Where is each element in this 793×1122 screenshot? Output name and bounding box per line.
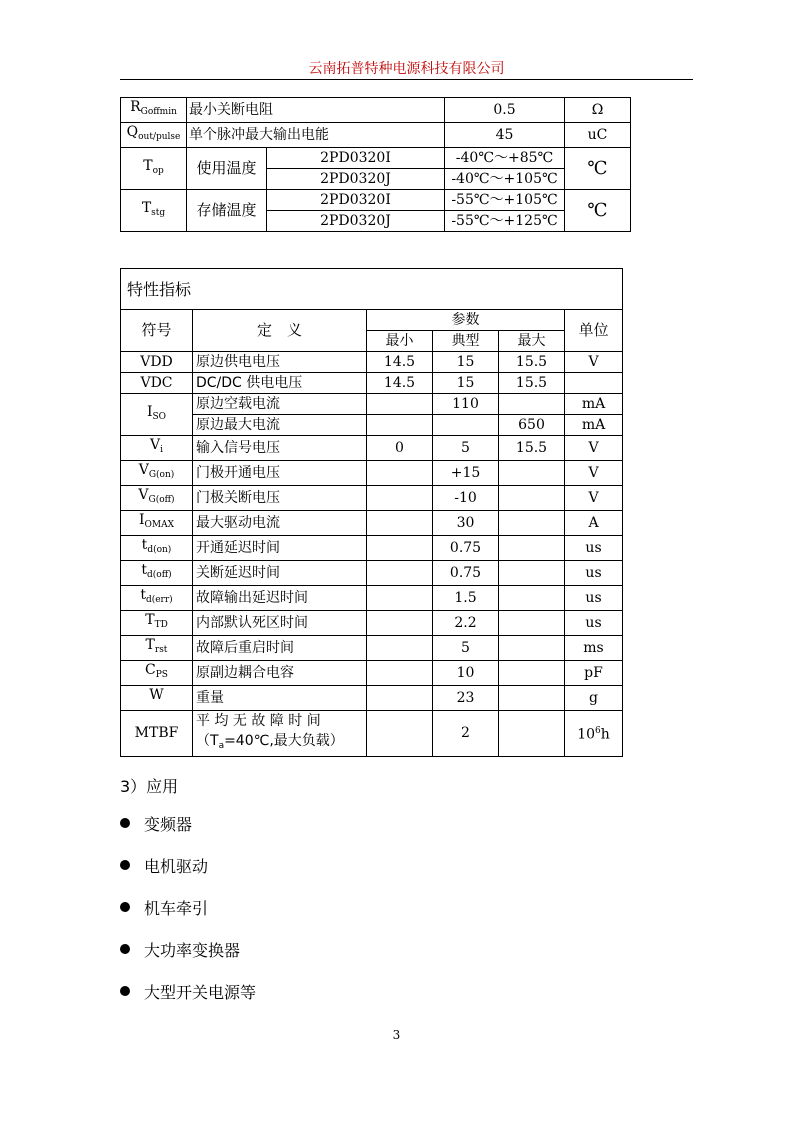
unit-cell: us — [565, 586, 623, 611]
min-cell — [367, 561, 433, 586]
min-cell — [367, 711, 433, 757]
max-cell — [499, 511, 565, 536]
unit-cell: V — [565, 352, 623, 373]
range-cell: -55℃～+125℃ — [445, 211, 565, 232]
table-row — [121, 394, 623, 415]
typ-cell: 2 — [433, 711, 499, 757]
list-item: 机车牵引 — [120, 898, 256, 940]
characteristics-table — [120, 268, 623, 757]
unit-cell: pF — [565, 661, 623, 686]
unit-cell: mA — [565, 415, 623, 436]
typ-cell: 5 — [433, 436, 499, 461]
applications-list — [120, 814, 256, 1024]
max-cell — [499, 586, 565, 611]
list-item: 变频器 — [120, 814, 256, 856]
header-symbol: 符号 — [121, 310, 193, 352]
symbol-cell: $T_{TD}$ — [121, 611, 193, 636]
value-cell: 0.5 — [445, 98, 565, 123]
symbol-cell: $C_{PS}$ — [121, 661, 193, 686]
table-row — [121, 561, 623, 586]
table-row — [121, 148, 631, 169]
header-typ: 典型 — [433, 331, 499, 352]
description-cell: 单个脉冲最大输出电能 — [187, 123, 445, 148]
symbol-cell: $R_{Goffmin}$ — [121, 98, 187, 123]
symbol-cell: $I_{OMAX}$ — [121, 511, 193, 536]
description-cell: 原边空载电流 — [193, 394, 367, 415]
unit-cell: Ω — [565, 98, 631, 123]
typ-cell: -10 — [433, 486, 499, 511]
max-cell — [499, 711, 565, 757]
mtbf-desc-line2: （$T_a=40℃$,最大负载） — [196, 733, 344, 751]
symbol-cell: $t_{d(err)}$ — [121, 586, 193, 611]
min-cell — [367, 461, 433, 486]
table-row — [121, 636, 623, 661]
unit-cell: uC — [565, 123, 631, 148]
bullet-icon — [120, 860, 130, 870]
symbol-cell: W — [121, 686, 193, 711]
symbol-cell: MTBF — [121, 711, 193, 757]
unit-cell — [565, 373, 623, 394]
max-cell — [499, 536, 565, 561]
description-cell: 故障后重启时间 — [193, 636, 367, 661]
description-cell: 重量 — [193, 686, 367, 711]
typ-cell: 23 — [433, 686, 499, 711]
mtbf-desc-line1: 平 均 无 故 障 时 间 — [196, 713, 321, 729]
max-cell: 650 — [499, 415, 565, 436]
description-cell: 最小关断电阻 — [187, 98, 445, 123]
description-cell: 门极开通电压 — [193, 461, 367, 486]
unit-cell: us — [565, 536, 623, 561]
model-cell: 2PD0320I — [267, 148, 445, 169]
table-row — [121, 98, 631, 123]
max-cell — [499, 561, 565, 586]
max-cell — [499, 636, 565, 661]
list-item: 大型开关电源等 — [120, 982, 256, 1024]
model-cell: 2PD0320I — [267, 190, 445, 211]
description-cell: 故障输出延迟时间 — [193, 586, 367, 611]
header-min: 最小 — [367, 331, 433, 352]
list-item: 大功率变换器 — [120, 940, 256, 982]
range-cell: -55℃～+105℃ — [445, 190, 565, 211]
min-cell — [367, 394, 433, 415]
typ-cell: 10 — [433, 661, 499, 686]
symbol-cell: $Q_{out/pulse}$ — [121, 123, 187, 148]
symbol-cell: $T_{stg}$ — [121, 190, 187, 232]
table-row — [121, 611, 623, 636]
description-cell: 使用温度 — [187, 148, 267, 190]
table-row — [121, 686, 623, 711]
min-cell — [367, 511, 433, 536]
typ-cell: +15 — [433, 461, 499, 486]
max-cell — [499, 394, 565, 415]
table-row — [121, 661, 623, 686]
bullet-icon — [120, 902, 130, 912]
typ-cell: 0.75 — [433, 536, 499, 561]
table-row — [121, 415, 623, 436]
description-cell: 开通延迟时间 — [193, 536, 367, 561]
unit-cell: V — [565, 461, 623, 486]
max-cell: 15.5 — [499, 436, 565, 461]
table-row — [121, 536, 623, 561]
max-cell — [499, 461, 565, 486]
table-title: 特性指标 — [121, 269, 623, 310]
model-cell: 2PD0320J — [267, 169, 445, 190]
unit-cell: us — [565, 611, 623, 636]
unit-cell: mA — [565, 394, 623, 415]
min-cell — [367, 415, 433, 436]
model-cell: 2PD0320J — [267, 211, 445, 232]
min-cell: 0 — [367, 436, 433, 461]
unit-cell: V — [565, 436, 623, 461]
section-title: 3）应用 — [120, 777, 179, 796]
description-cell — [193, 711, 367, 757]
symbol-cell: $T_{op}$ — [121, 148, 187, 190]
min-cell — [367, 636, 433, 661]
table-row — [121, 511, 623, 536]
description-cell: 原边最大电流 — [193, 415, 367, 436]
unit-cell: A — [565, 511, 623, 536]
header-max: 最大 — [499, 331, 565, 352]
table-row — [121, 190, 631, 211]
description-cell: 内部默认死区时间 — [193, 611, 367, 636]
range-cell: -40℃～+105℃ — [445, 169, 565, 190]
max-cell: 15.5 — [499, 352, 565, 373]
min-cell — [367, 536, 433, 561]
limits-table — [120, 97, 631, 232]
unit-cell: V — [565, 486, 623, 511]
description-cell: 存储温度 — [187, 190, 267, 232]
table-row — [121, 123, 631, 148]
symbol-cell: $t_{d(off)}$ — [121, 561, 193, 586]
symbol-cell: $V_{G(off)}$ — [121, 486, 193, 511]
typ-cell: 1.5 — [433, 586, 499, 611]
range-cell: -40℃～+85℃ — [445, 148, 565, 169]
header-definition: 定 义 — [193, 310, 367, 352]
description-cell: 关断延迟时间 — [193, 561, 367, 586]
unit-cell: ℃ — [565, 190, 631, 232]
unit-cell: ℃ — [565, 148, 631, 190]
symbol-cell: VDD — [121, 352, 193, 373]
header-params: 参数 — [367, 310, 565, 331]
unit-cell: g — [565, 686, 623, 711]
typ-cell: 5 — [433, 636, 499, 661]
min-cell: 14.5 — [367, 373, 433, 394]
typ-cell: 0.75 — [433, 561, 499, 586]
min-cell — [367, 586, 433, 611]
symbol-cell: $V_{G(on)}$ — [121, 461, 193, 486]
table-row — [121, 711, 623, 757]
list-item: 电机驱动 — [120, 856, 256, 898]
company-header: 云南拓普特种电源科技有限公司 — [308, 61, 505, 77]
symbol-cell: VDC — [121, 373, 193, 394]
unit-cell: ms — [565, 636, 623, 661]
header-row — [121, 310, 623, 331]
typ-cell — [433, 415, 499, 436]
header-rule — [120, 79, 693, 80]
typ-cell: 110 — [433, 394, 499, 415]
unit-cell: us — [565, 561, 623, 586]
value-cell: 45 — [445, 123, 565, 148]
symbol-cell: $t_{d(on)}$ — [121, 536, 193, 561]
table-row — [121, 436, 623, 461]
table-row — [121, 586, 623, 611]
description-cell: 原副边耦合电容 — [193, 661, 367, 686]
table-title-row — [121, 269, 623, 310]
max-cell — [499, 611, 565, 636]
max-cell — [499, 661, 565, 686]
min-cell: 14.5 — [367, 352, 433, 373]
unit-cell: $10^6h$ — [565, 711, 623, 757]
bullet-icon — [120, 944, 130, 954]
description-cell: 输入信号电压 — [193, 436, 367, 461]
table-row — [121, 486, 623, 511]
description-cell: 门极关断电压 — [193, 486, 367, 511]
description-cell: 最大驱动电流 — [193, 511, 367, 536]
min-cell — [367, 611, 433, 636]
symbol-cell: $V_i$ — [121, 436, 193, 461]
table-row — [121, 373, 623, 394]
bullet-icon — [120, 818, 130, 828]
min-cell — [367, 486, 433, 511]
table-row — [121, 352, 623, 373]
max-cell — [499, 486, 565, 511]
bullet-icon — [120, 986, 130, 996]
typ-cell: 15 — [433, 373, 499, 394]
typ-cell: 2.2 — [433, 611, 499, 636]
max-cell — [499, 686, 565, 711]
typ-cell: 15 — [433, 352, 499, 373]
characteristics-rows — [121, 436, 623, 711]
header-unit: 单位 — [565, 310, 623, 352]
description-cell: DC/DC 供电电压 — [193, 373, 367, 394]
table-row — [121, 461, 623, 486]
min-cell — [367, 686, 433, 711]
min-cell — [367, 661, 433, 686]
typ-cell: 30 — [433, 511, 499, 536]
max-cell: 15.5 — [499, 373, 565, 394]
page-number: 3 — [392, 1028, 401, 1042]
symbol-cell: $I_{SO}$ — [121, 394, 193, 436]
symbol-cell: $T_{rst}$ — [121, 636, 193, 661]
description-cell: 原边供电电压 — [193, 352, 367, 373]
